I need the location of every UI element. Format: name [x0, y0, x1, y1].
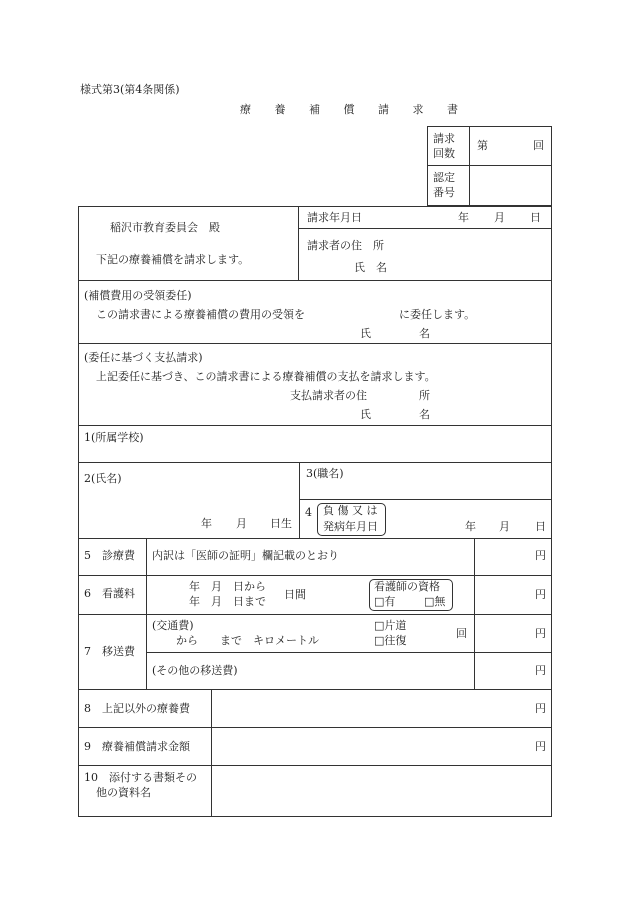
payment-heading: (委任に基づく支払請求): [84, 351, 203, 364]
payer-name-2: 名: [419, 408, 430, 421]
nursing-yes: □有: [374, 595, 396, 608]
payer-address-2: 所: [419, 389, 430, 402]
school-label: 1(所属学校): [84, 431, 144, 444]
nursing-unit: 円: [535, 588, 546, 601]
transport-round: □往復: [374, 634, 407, 647]
injury-label-1: 負 傷 又 は: [323, 504, 378, 517]
count-prefix: 第: [477, 139, 488, 152]
payer-name-1: 氏: [360, 408, 371, 421]
claim-day: 日: [530, 211, 541, 224]
delegation-text: この請求書による療養補償の費用の受領を: [96, 308, 305, 321]
nursing-label: 6 看護料: [84, 587, 135, 600]
cert-label-2: 番号: [433, 186, 455, 199]
name-label: 2(氏名): [84, 472, 122, 485]
medical-label: 5 診療費: [84, 549, 135, 562]
nursing-from: 年 月 日から: [189, 580, 266, 593]
injury-number: 4: [305, 506, 312, 519]
birth-month: 月: [236, 517, 247, 530]
count-label: 請求: [433, 132, 455, 145]
total-unit: 円: [535, 740, 546, 753]
payer-address-label: 支払請求者の住: [290, 389, 367, 402]
transport-label: 7 移送費: [84, 645, 135, 658]
cert-label: 認定: [433, 171, 455, 184]
delegation-heading: (補償費用の受領委任): [84, 289, 192, 302]
count-suffix: 回: [533, 139, 544, 152]
transport-other: (その他の移送費): [152, 664, 238, 677]
transport-route: から まで キロメートル: [176, 634, 319, 647]
nursing-days: 日間: [284, 588, 306, 601]
request-text: 下記の療養補償を請求します。: [96, 253, 250, 266]
form-reference: 様式第3(第4条関係): [80, 83, 180, 96]
injury-label-2: 発病年月日: [323, 520, 378, 533]
addressee: 稲沢市教育委員会 殿: [110, 221, 220, 234]
delegation-name-1: 氏: [360, 327, 371, 340]
total-label: 9 療養補償請求金額: [84, 740, 190, 753]
attachments-label: 10 添付する書類その: [84, 771, 197, 784]
claim-date-label: 請求年月日: [307, 211, 362, 224]
birth-day: 日生: [270, 517, 292, 530]
nursing-qualification: 看護師の資格: [374, 580, 440, 593]
other-cost-unit: 円: [535, 702, 546, 715]
claim-month: 月: [494, 211, 505, 224]
payment-text: 上記委任に基づき、この請求書による療養補償の支払を請求します。: [96, 370, 436, 383]
transport-other-unit: 円: [535, 664, 546, 677]
birth-year: 年: [201, 517, 212, 530]
transport-times: 回: [456, 627, 467, 640]
transport-oneway: □片道: [374, 619, 407, 632]
delegation-text-2: に委任します。: [399, 308, 476, 321]
job-label: 3(職名): [306, 467, 344, 480]
transport-unit: 円: [535, 627, 546, 640]
injury-year: 年: [465, 520, 476, 533]
nursing-to: 年 月 日まで: [189, 595, 266, 608]
nursing-no: □無: [424, 595, 446, 608]
claimant-address-label: 請求者の住 所: [307, 239, 384, 252]
injury-day: 日: [535, 520, 546, 533]
other-cost-label: 8 上記以外の療養費: [84, 702, 190, 715]
transport-traffic: (交通費): [152, 619, 194, 632]
injury-month: 月: [499, 520, 510, 533]
medical-desc: 内訳は「医師の証明」欄記載のとおり: [152, 549, 339, 562]
page-title: 療 養 補 償 請 求 書: [240, 103, 468, 116]
claim-year: 年: [458, 211, 469, 224]
attachments-label-2: 他の資料名: [96, 786, 151, 799]
claimant-name-label: 氏 名: [354, 261, 387, 274]
delegation-name-2: 名: [419, 327, 430, 340]
count-label-2: 回数: [433, 147, 455, 160]
medical-unit: 円: [535, 549, 546, 562]
